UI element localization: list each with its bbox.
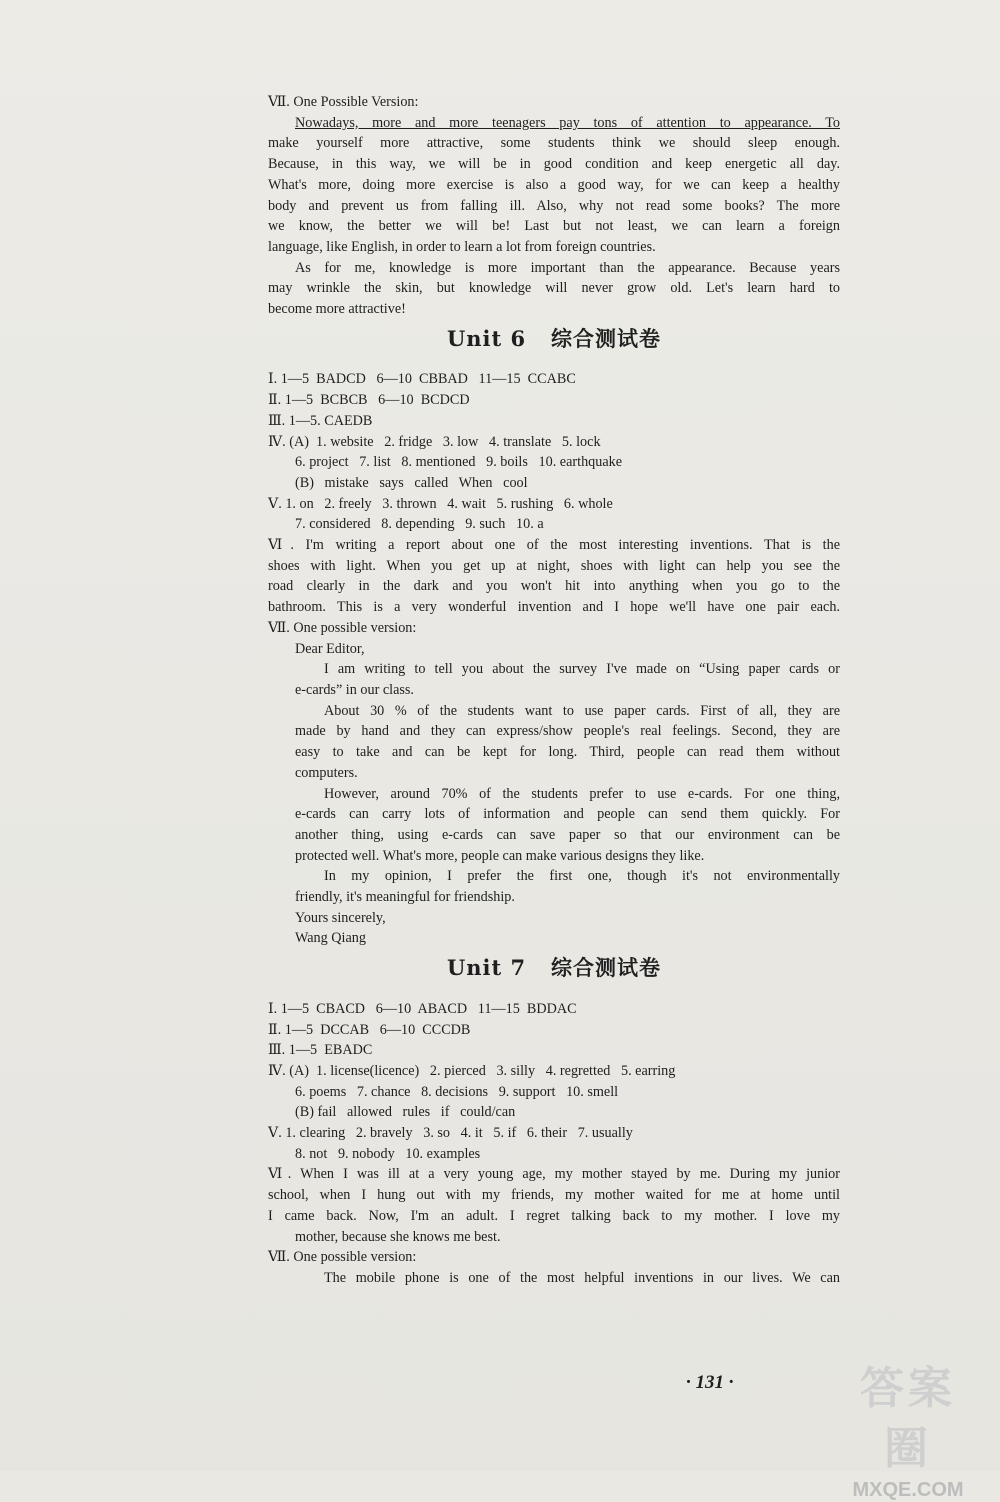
text-line: I am writing to tell you about the survey I've made on “Using paper cards or xyxy=(324,661,840,678)
answer-line: Ⅲ. 1—5. CAEDB xyxy=(268,412,373,429)
text-line: we know, the better we will be! Last but not least, we can learn a foreign xyxy=(268,218,840,235)
answer-line: (B) fail allowed rules if could/can xyxy=(295,1104,516,1121)
text-line: easy to take and can be kept for long. Third, people can read them without xyxy=(295,744,840,761)
text-line: may wrinkle the skin, but knowledge will never grow old. Let's learn hard to xyxy=(268,280,840,297)
text-line: road clearly in the dark and you won't hit into anything when you go to the xyxy=(268,578,840,595)
text-line: However, around 70% of the students prefer to use e-cards. For one thing, xyxy=(324,785,840,802)
text-line: e-cards can carry lots of information and people can send them quickly. For xyxy=(295,806,840,823)
text-line: friendly, it's meaningful for friendship. xyxy=(295,889,515,906)
section-heading: Ⅶ. One Possible Version: xyxy=(268,94,419,110)
answer-line: Ⅱ. 1—5 DCCAB 6—10 CCCDB xyxy=(268,1021,471,1038)
answer-line: Ⅳ. (A) 1. website 2. fridge 3. low 4. translate 5. lock xyxy=(268,433,601,450)
unit-6-title: Unit 6 综合测试卷 xyxy=(446,325,662,351)
text-line: made by hand and they can express/show people's real feelings. Second, they are xyxy=(295,723,840,740)
answer-line: Ⅰ. 1—5 BADCD 6—10 CBBAD 11—15 CCABC xyxy=(268,371,576,388)
text-line: About 30 % of the students want to use paper cards. First of all, they are xyxy=(324,702,840,719)
letter-signature: Wang Qiang xyxy=(295,930,366,947)
text-line: language, like English, in order to learn a lot from foreign countries. xyxy=(268,238,656,255)
answer-line: Ⅴ. 1. on 2. freely 3. thrown 4. wait 5. rushing 6. whole xyxy=(268,495,613,512)
text-line: Ⅵ. When I was ill at a very young age, my mother stayed by me. During my junior xyxy=(268,1166,840,1183)
text-line: Because, in this way, we will be in good condition and keep energetic all day. xyxy=(268,156,840,173)
text-line: bathroom. This is a very wonderful invention and I hope we'll have one pair each. xyxy=(268,599,840,616)
letter-closing: Yours sincerely, xyxy=(295,909,386,926)
text-line: Ⅵ. I'm writing a report about one of the most interesting inventions. That is the xyxy=(268,537,840,554)
text-line: The mobile phone is one of the most helpful inventions in our lives. We can xyxy=(324,1269,840,1286)
letter-greeting: Dear Editor, xyxy=(295,640,365,657)
answer-line: Ⅴ. 1. clearing 2. bravely 3. so 4. it 5. if 6. their 7. usually xyxy=(268,1125,633,1142)
answer-line: 7. considered 8. depending 9. such 10. a xyxy=(295,516,544,533)
text-line: In my opinion, I prefer the first one, though it's not environmentally xyxy=(324,868,840,885)
watermark-logo xyxy=(838,1359,978,1501)
text-line: mother, because she knows me best. xyxy=(295,1228,501,1245)
text-line: What's more, doing more exercise is also a good way, for we can keep a healthy xyxy=(268,176,840,193)
text-line: Nowadays, more and more teenagers pay tons of attention to appearance. To xyxy=(295,114,840,131)
watermark-url: MXQE.COM xyxy=(852,1479,964,1501)
text-line: shoes with light. When you get up at night, shoes with light can help you see the xyxy=(268,557,840,574)
text-line: make yourself more attractive, some students think we should sleep enough. xyxy=(268,135,840,152)
answer-line: Ⅲ. 1—5 EBADC xyxy=(268,1042,373,1059)
text-line: As for me, knowledge is more important than the appearance. Because years xyxy=(295,259,840,276)
text-line: school, when I hung out with my friends, my mother waited for me at home until xyxy=(268,1187,840,1204)
section-heading: Ⅶ. One possible version: xyxy=(268,1249,417,1266)
text-line: body and prevent us from falling ill. Also, why not read some books? The more xyxy=(268,197,840,214)
watermark-logo-text: 答案圈 xyxy=(860,1364,956,1473)
answer-line: 6. project 7. list 8. mentioned 9. boils 10. earthquake xyxy=(295,454,623,471)
page-number: · 131 · xyxy=(686,1372,734,1393)
answer-line: 6. poems 7. chance 8. decisions 9. support 10. smell xyxy=(295,1083,619,1100)
text-line: protected well. What's more, people can make various designs they like. xyxy=(295,847,705,864)
text-line: computers. xyxy=(295,764,358,781)
text-line: another thing, using e-cards can save paper so that our environment can be xyxy=(295,826,840,843)
unit-7-title: Unit 7 综合测试卷 xyxy=(446,955,662,981)
text-line: I came back. Now, I'm an adult. I regret talking back to my mother. I love my xyxy=(268,1207,840,1224)
text-line: e-cards” in our class. xyxy=(295,681,414,698)
answer-line: Ⅰ. 1—5 CBACD 6—10 ABACD 11—15 BDDAC xyxy=(268,1000,577,1017)
answer-line: (B) mistake says called When cool xyxy=(295,474,528,491)
answer-line: Ⅳ. (A) 1. license(licence) 2. pierced 3. silly 4. regretted 5. earring xyxy=(268,1062,676,1079)
answer-line: Ⅱ. 1—5 BCBCB 6—10 BCDCD xyxy=(268,392,470,409)
page-content xyxy=(268,92,840,1289)
answer-line: 8. not 9. nobody 10. examples xyxy=(295,1145,481,1162)
text-line: become more attractive! xyxy=(268,301,406,318)
section-heading: Ⅶ. One possible version: xyxy=(268,619,417,636)
